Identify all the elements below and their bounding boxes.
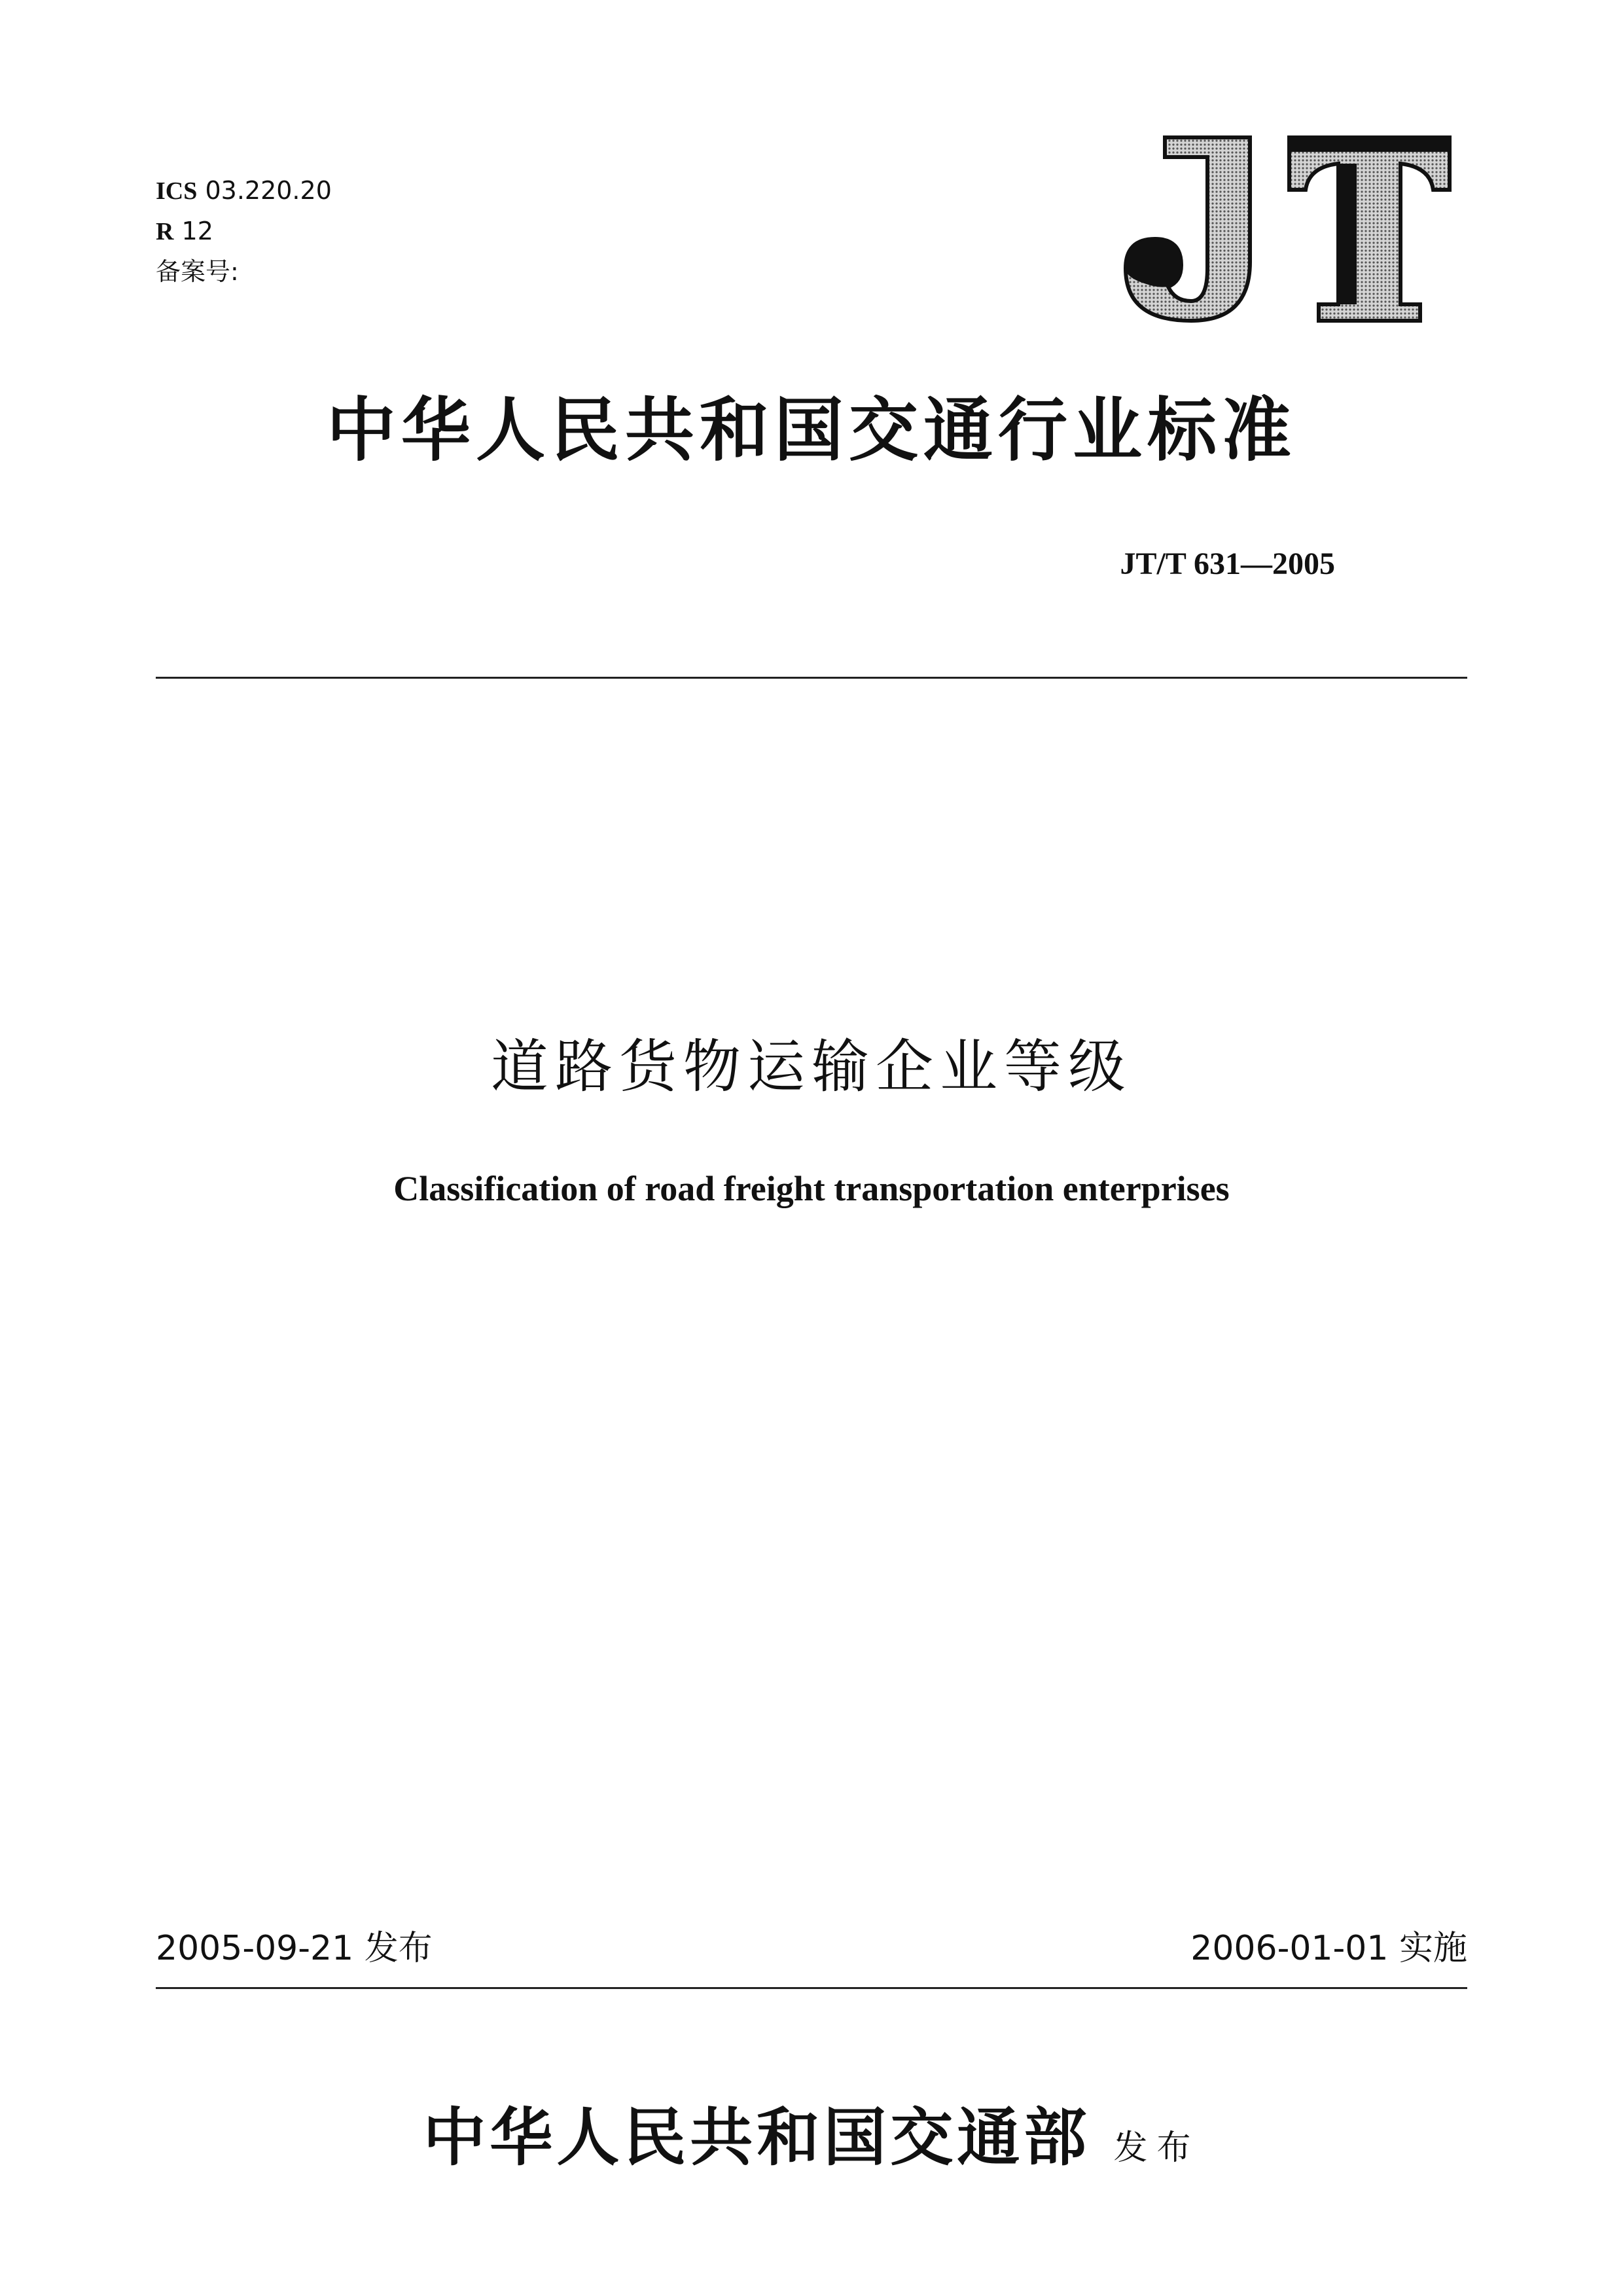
document-title-en: Classification of road freight transportation enterprises [393,1169,1230,1208]
standard-category-title: 中华人民共和国交通行业标准 [327,389,1296,471]
document-title-cn: 道路货物运输企业等级 [490,1033,1132,1100]
filing-number-label: 备案号: [156,257,239,286]
publisher-line [0,2088,1623,2178]
publisher-verb: 发布 [1113,2128,1200,2168]
top-divider [156,677,1467,679]
implementation-date: 2006-01-01 实施 [1190,1929,1467,1968]
jt-logo [1113,131,1463,327]
publish-date: 2005-09-21 发布 [156,1929,433,1968]
ccs-code [156,216,213,247]
publisher-name: 中华人民共和国交通部 [423,2100,1091,2174]
ics-label: ICS [156,177,198,205]
bottom-divider [156,1987,1467,1989]
ccs-label: R [156,218,174,245]
ics-code [156,175,332,206]
ics-value: 03.220.20 [205,176,332,205]
ccs-value: 12 [181,217,213,245]
standard-number: JT/T 631—2005 [1120,547,1335,581]
